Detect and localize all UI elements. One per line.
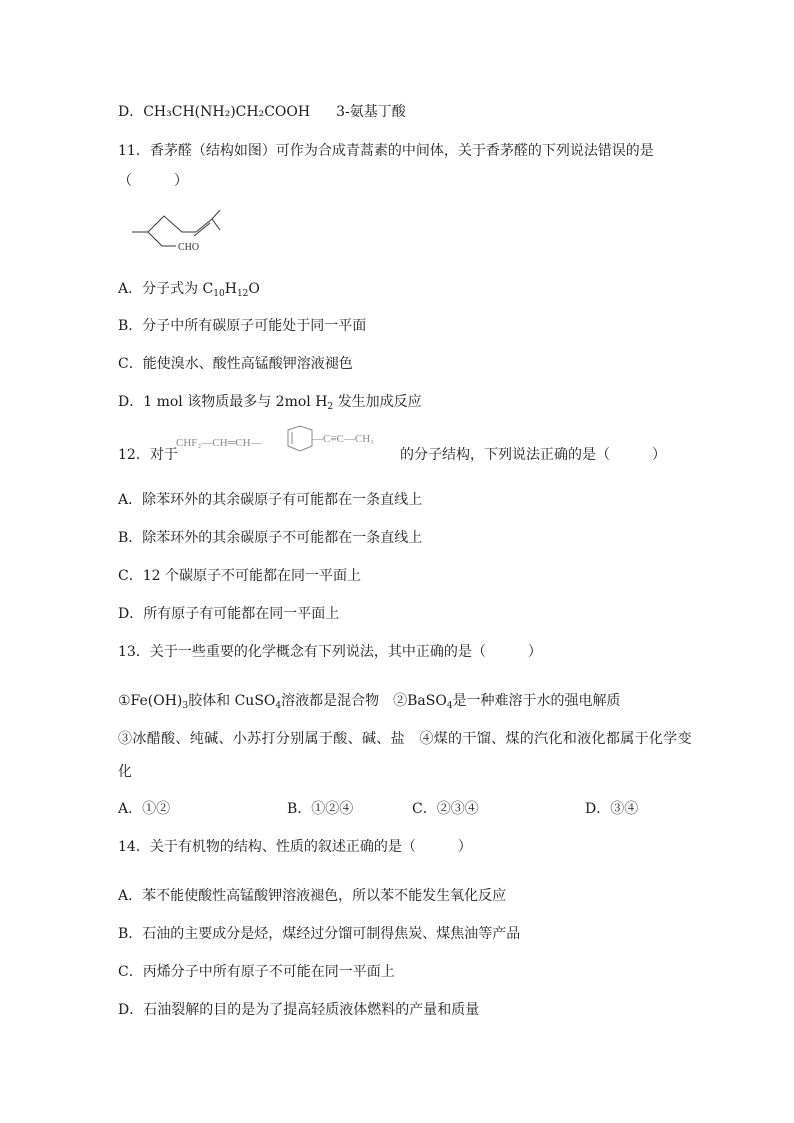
q11-option-b: B．分子中所有碳原子可能处于同一平面 (118, 318, 367, 334)
citronellal-branch (148, 232, 162, 246)
q12-stem-suffix: 的分子结构，下列说法正确的是（ ） (400, 447, 666, 463)
q12-stem-prefix: 12．对于 (118, 447, 178, 463)
q10-option-d-name: 3-氨基丁酸 (336, 104, 406, 120)
q13-s1-mid: 胶体和 CuSO (188, 693, 276, 709)
q12-structure-right: —C≡C—CH₃ (312, 433, 374, 445)
q10-option-d (118, 102, 406, 122)
q11-option-a-mid: H (224, 281, 237, 297)
q14-stem: 14．关于有机物的结构、性质的叙述正确的是（ ） (118, 839, 472, 855)
q11-option-a (118, 279, 260, 304)
q11-answer-paren: （ ） (118, 173, 188, 189)
q12-option-a: A．除苯环外的其余碳原子有可能都在一条直线上 (118, 492, 423, 508)
q13-option-b: B．①②④ (287, 801, 354, 817)
q11-option-a-sub1: 10 (213, 289, 225, 299)
citronellal-methyl-1 (212, 210, 220, 219)
citronellal-double-bond-1 (196, 219, 212, 232)
citronellal-structure (128, 210, 228, 258)
q14-option-a: A．苯不能使酸性高锰酸钾溶液褪色，所以苯不能发生氧化反应 (118, 888, 507, 904)
q11-stem: 11．香茅醛（结构如图）可作为合成青蒿素的中间体，关于香茅醛的下列说法错误的是 (118, 143, 654, 159)
citronellal-methyl-2 (212, 219, 220, 230)
q13-statement-1 (118, 691, 621, 716)
q10-option-d-formula: D．CH₃CH(NH₂)CH₂COOH (118, 104, 311, 120)
q11-option-d-sub: 2 (327, 402, 334, 412)
q13-statement-2: ③冰醋酸、纯碱、小苏打分别属于酸、碱、盐 ④煤的干馏、煤的汽化和液化都属于化学变 (118, 731, 692, 747)
q13-s1-end: 是一种难溶于水的强电解质 (452, 693, 621, 709)
q13-s1-post: 溶液都是混合物 ②BaSO (281, 693, 447, 709)
q13-stem: 13．关于一些重要的化学概念有下列说法，其中正确的是（ ） (118, 644, 542, 660)
q14-option-c: C．丙烯分子中所有原子不可能在同一平面上 (118, 964, 395, 980)
q13-s1-pre: ①Fe(OH) (118, 693, 183, 709)
q12-option-c: C．12 个碳原子不可能都在同一平面上 (118, 568, 361, 584)
q14-option-b: B．石油的主要成分是烃，煤经过分馏可制得焦炭、煤焦油等产品 (118, 926, 521, 942)
q12-option-d: D．所有原子有可能都在同一平面上 (118, 606, 340, 622)
q11-option-d (118, 392, 422, 417)
q12-structure-left: CHF₂—CH═CH— (176, 437, 262, 449)
q11-option-d-text: D．1 mol 该物质最多与 2mol H (118, 394, 328, 410)
citronellal-cho-label: CHO (178, 242, 200, 253)
q13-statement-2-cont: 化 (118, 764, 132, 780)
q13-option-a: A．①② (118, 801, 171, 817)
q13-s1-sub1: 3 (182, 701, 189, 711)
q13-option-d: D．③④ (585, 801, 639, 817)
q12-structure (176, 424, 400, 464)
q11-option-c: C．能使溴水、酸性高锰酸钾溶液褪色 (118, 356, 353, 372)
q11-option-a-text: A．分子式为 C (118, 281, 214, 297)
q11-option-a-post: O (248, 281, 260, 297)
q13-option-c: C．②③④ (412, 801, 479, 817)
q14-option-d: D．石油裂解的目的是为了提高轻质液体燃料的产量和质量 (118, 1002, 480, 1018)
q11-option-d-post: 发生加成反应 (333, 394, 422, 410)
q13-s1-sub3: 4 (446, 701, 453, 711)
q11-option-a-sub2: 12 (236, 289, 249, 299)
citronellal-double-bond-2 (194, 223, 210, 236)
citronellal-chain (132, 216, 196, 232)
q13-s1-sub2: 4 (275, 701, 282, 711)
q12-option-b: B．除苯环外的其余碳原子不可能都在一条直线上 (118, 530, 423, 546)
